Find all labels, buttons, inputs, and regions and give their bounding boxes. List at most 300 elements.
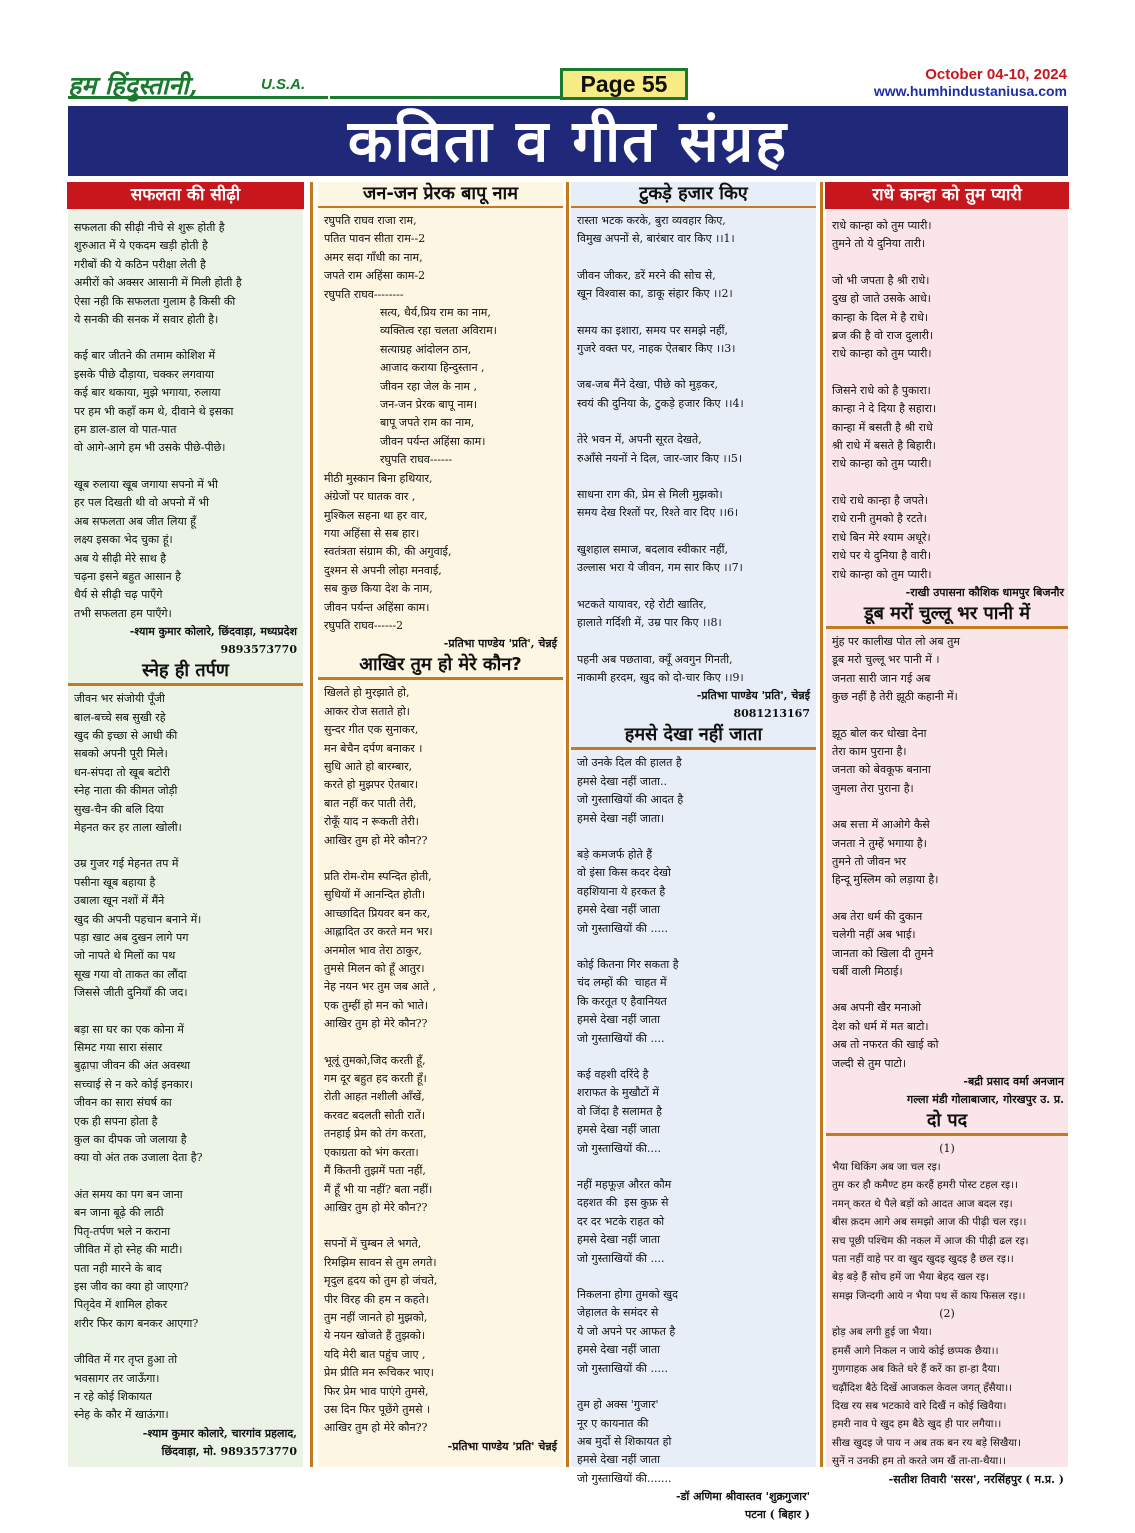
poem-line: जीवन का सारा संघर्ष का: [74, 1096, 172, 1110]
poem-line: कि करतूत ए हैवानियत: [577, 994, 667, 1008]
poem-line: साधना राग की, प्रेम से मिली मुझको।: [577, 488, 723, 502]
column-divider: [820, 182, 823, 1467]
poem-line: चलेगी नहीं अब भाई।: [832, 928, 916, 942]
poem-line: जीवित में गर तृप्त हुआ तो: [74, 1353, 178, 1367]
poem-line: दहशत की इस कुफ्र से: [577, 1196, 669, 1210]
poem-line: जो गुस्ताखियों की.......: [577, 1471, 672, 1485]
stanza-gap: [571, 249, 816, 267]
poem-line: कुल का दीपक जो जलाया है: [74, 1133, 187, 1147]
section-banner: [68, 106, 1068, 176]
poem-line: भूलूं तुमको,जिद करती हूँ,: [324, 1053, 426, 1067]
poem-author: -डॉ अणिमा श्रीवास्तव 'शुक्रगुजार': [675, 1490, 810, 1504]
poem-line: जनता को बेवकूफ बनाना: [832, 763, 931, 777]
poem-line: निकलना होगा तुमको खुद: [577, 1288, 679, 1302]
poem-line: पर हम भी कहाँ कम थे, दीवाने थे इसका: [74, 404, 234, 418]
poem-line: नमन् करत थे पैले बड़ों को आदत आज बदल रइ।: [832, 1197, 1013, 1210]
poem-line: शुरुआत में ये एकदम खड़ी होती है: [74, 239, 208, 253]
poem-line: क्या वो अंत तक उजाला देता है?: [74, 1151, 203, 1165]
poem-line: बीस क़दम आगे अब समझो आज की पीढ़ी चल रइ।।: [832, 1216, 1027, 1229]
poem-line: भैया थिकिंग अब जा चल रइ।: [832, 1161, 941, 1174]
poem-line: बन जाना बूढ़े की लाठी: [74, 1206, 164, 1220]
poem-line: हमसे देखा नहीं जाता: [577, 1013, 660, 1027]
stanza: [68, 1351, 303, 1425]
poem-title: हमसे देखा नहीं जाता: [571, 723, 816, 750]
poem-line: चढ़ौंदिश बैठे दिखें आजकल केवल जगत् हँसैया।।: [832, 1381, 1013, 1394]
poem-line: जिसने राधे को है पुकारा।: [832, 383, 931, 397]
poem-line: कोई कितना गिर सकता है: [577, 957, 679, 971]
column-4: [826, 182, 1068, 1486]
poem-line: गम दूर बहुत हद करती हूँ।: [324, 1072, 427, 1086]
poem-line: झूठ बोल कर धोखा देना: [832, 726, 927, 740]
stanza: [826, 272, 1068, 364]
poem-line: रघुपति राघव--------: [324, 287, 404, 301]
stanza-gap: [571, 304, 816, 322]
stanza: [68, 690, 303, 837]
poem-line: तनहाई प्रेम को तंग करता,: [324, 1127, 427, 1141]
poem-line: हमसे देखा नहीं जाता: [577, 1453, 660, 1467]
poem-line: अब सत्ता में आओगे कैसे: [832, 818, 930, 832]
poem-line: होड़ अब लगी हुई जा भैया।: [832, 1326, 932, 1339]
stanza: [826, 816, 1068, 890]
poem-line: सुन्दर गीत एक सुनाकर,: [324, 723, 419, 737]
poem-line: आखिर तुम हो मेरे कौन??: [324, 1421, 428, 1435]
poem-author: -श्याम कुमार कोलारे, छिंदवाड़ा, मध्यप्रदेश: [129, 625, 297, 639]
stanza-gap: [571, 633, 816, 651]
poem-line: वो आगे-आगे हम भी उसके पीछे-पीछे।: [74, 441, 226, 455]
poem-line: अंग्रेजों पर घातक वार ,: [324, 490, 416, 504]
poem-line: शराफत के मुखौटों में: [577, 1086, 659, 1100]
poem-line: दुख हो जाते उसके आधे।: [832, 292, 931, 306]
poem-line: सूख गया वो ताकत का लौंदा: [74, 967, 187, 981]
poem-line: मन बेचैन दर्पण बनाकर ।: [324, 741, 423, 755]
poem-line: उबाला खून नशों में मैंने: [74, 894, 165, 908]
poem-line: मीठी मुस्कान बिना हथियार,: [324, 471, 433, 485]
poem-line: लक्ष्य इसका भेद चुका हूं।: [74, 533, 173, 547]
page-number: Page 55: [560, 68, 688, 100]
poem-line: आकर रोज सताते हो।: [324, 704, 410, 718]
poem-title: सफलता की सीढ़ी: [67, 182, 304, 209]
stanza: [826, 1323, 1068, 1470]
poem-line: सुधि आते हो बारम्बार,: [324, 759, 413, 773]
poem-line: रघुपति राघव राजा राम,: [324, 214, 417, 227]
poem-author: -प्रतिभा पाण्डेय 'प्रति', चेन्नई: [696, 689, 810, 703]
poem-line: तुमसे मिलन को हूँ आतुर।: [324, 962, 425, 976]
poem-line: प्रति रोम-रोम स्पन्दित होती,: [324, 870, 432, 883]
poem-author: -बद्री प्रसाद वर्मा अनजान: [963, 1075, 1064, 1089]
poem-line: फिर प्रेम भाव पाएंगे तुमसे,: [324, 1384, 429, 1398]
couplet: [571, 486, 816, 523]
poem-line: स्नेह के कौर में खाऊंगा।: [74, 1408, 169, 1422]
poem-line: बेड़ बड़े हैं सोच हमें जा भैया बेहद खल रइ।: [832, 1271, 990, 1284]
poem-line: जीवन पर्यन्त अहिंसा काम।: [324, 600, 430, 614]
poem-line: गया अहिंसा से सब हार।: [324, 526, 420, 540]
stanza: [318, 304, 563, 470]
poem-line: जो नापते थे मिलों का पथ: [74, 949, 176, 963]
poem-line: नाकामी हरदम, खुद को दो-चार किए ।।9।: [577, 670, 744, 684]
poem-author: -प्रतिभा पाण्डेय 'प्रति', चेन्नई: [443, 637, 557, 651]
masthead-brand: [68, 68, 328, 99]
stanza-gap: [571, 413, 816, 431]
poem-title: दो पद: [826, 1109, 1068, 1136]
poem-line: कई वहशी दरिंदे है: [577, 1068, 649, 1081]
poem-line: जब-जब मैंने देखा, पीछे को मुड़कर,: [577, 378, 718, 392]
column-3: [571, 182, 816, 1522]
stanza-gap: [571, 578, 816, 596]
stanza-gap: [571, 358, 816, 376]
poem-author: -श्याम कुमार कोलारे, चारगांव प्रहलाद,: [142, 1426, 297, 1440]
stanza: [826, 633, 1068, 707]
website-link[interactable]: www.humhindustaniusa.com: [873, 83, 1067, 99]
stanza: [318, 868, 563, 1034]
poem-line: जनता ने तुम्हें भगाया है।: [832, 836, 927, 850]
stanza: [826, 999, 1068, 1073]
poem-line: सफलता की सीढ़ी नीचे से शुरू होती है: [74, 221, 225, 234]
poem-line: धन-संपदा तो खूब बटोरी: [74, 765, 170, 779]
poem-line: बड़ा सा घर का एक कोना में: [74, 1022, 184, 1036]
poem-line: अंत समय का पग बन जाना: [74, 1187, 183, 1201]
poem-line: कान्हा के दिल मे है राधे।: [832, 310, 929, 324]
poem-title: राधे कान्हा को तुम प्यारी: [825, 182, 1069, 209]
issue-date: October 04-10, 2024: [925, 66, 1067, 83]
poem-line: रघुपति राघव------: [380, 453, 453, 467]
poem-line: हमसे देखा नहीं जाता: [577, 1123, 660, 1137]
poem-line: खुद की अपनी पहचान बनाने में।: [74, 912, 202, 926]
poem-line: मैं कितनी तुझमें पता नहीं,: [324, 1164, 426, 1178]
poem-line: पहनी अब पछतावा, क्यूँ अवगुन गिनती,: [577, 652, 733, 666]
poem-line: स्वयं की दुनिया के, टुकड़े हजार किए ।।4।: [577, 396, 744, 410]
poem-line: बापू जपते राम का नाम,: [380, 416, 475, 430]
poem-line: जल्दी से तुम पाटो।: [832, 1056, 907, 1070]
poem-line: उम्र गुजर गई मेहनत तप में: [74, 857, 179, 871]
poem-line: सिमट गया सारा संसार: [74, 1041, 163, 1055]
poem-line: पड़ा खाट अब दुखन लागे पग: [74, 931, 189, 944]
stanza: [826, 382, 1068, 474]
poem-line: मैं हूँ भी या नहीं? बता नहीं।: [324, 1182, 433, 1196]
poem-line: जानता को खिला दी तुमने: [832, 946, 934, 960]
poem-line: खून विश्वास का, डाकू संहार किए ।।2।: [577, 287, 733, 301]
poem-line: गुणगाहक अब किते धरे हैं करें का हा-हा दैया।: [832, 1363, 1000, 1376]
poem-line: खिलते हो मुरझाते हो,: [324, 686, 410, 700]
poem-title: स्नेह ही तर्पण: [68, 659, 303, 686]
poem-line: सपनों में चुम्बन ले भगते,: [324, 1237, 422, 1251]
poem-line: जुमला तेरा पुराना है।: [832, 781, 914, 795]
verse-number: (1): [939, 1142, 955, 1156]
column-2: [318, 182, 563, 1467]
poem-line: जीवन रहा जेल के नाम ,: [380, 379, 477, 393]
poem-line: व्यक्तित्व रहा चलता अविराम।: [380, 324, 497, 338]
poem-line: रुआँसे नयनों ने दिल, जार-जार किए ।।5।: [577, 451, 743, 465]
poem-line: जो भी जपता है श्री राधे।: [832, 273, 930, 287]
poem-line: कान्हा ने दे दिया है सहारा।: [832, 402, 937, 416]
poem-line: हमसे देखा नहीं जाता।: [577, 811, 665, 825]
poem-line: राधे पर ये दुनिया है वारी।: [832, 549, 932, 563]
stanza: [826, 1158, 1068, 1305]
stanza: [826, 217, 1068, 254]
poem-line: करवट बदलती सोती रातें।: [324, 1108, 425, 1122]
poem-line: अब तो नफरत की खाई को: [832, 1038, 939, 1052]
poem-line: खुशहाल समाज, बदलाव स्वीकार नहीं,: [577, 542, 729, 556]
poem-line: जनता सारी जान गई अब: [832, 671, 931, 685]
poem-line: भटकते यायावर, रहे रोटी खातिर,: [577, 597, 707, 611]
stanza: [571, 846, 816, 938]
poem-line: समझ जिन्दगी आये न भैया पथ सें काय फिसल रइ।।: [832, 1289, 1026, 1302]
poem-line: सुधियों में आनन्दित होती।: [324, 888, 426, 902]
stanza: [318, 684, 563, 850]
poem-line: तेरे भवन में, अपनी सूरत देखते,: [577, 433, 702, 447]
poem-author: -राखी उपासना कौशिक धामपुर बिजनौर: [905, 585, 1064, 599]
poem-line: सच्चाई से न करे कोई इनकार।: [74, 1077, 193, 1091]
poem-line: चढ़ना इसने बहुत आसान है: [74, 569, 181, 583]
poem-line: सबको अपनी पूरी मिले।: [74, 747, 168, 761]
couplet: [571, 376, 816, 413]
poem-line: मेहनत कर हर ताला खोली।: [74, 820, 182, 834]
stanza: [318, 470, 563, 636]
poem-line: दिख रय सब भटकावे वारे दिखैं न कोई खिवैया।: [832, 1399, 1007, 1412]
poem-line: पता नही मारने के बाद: [74, 1261, 162, 1275]
poem-line: जीवन भर संजोयी पूँजी: [74, 692, 165, 706]
stanza: [68, 855, 303, 1002]
poem-line: उल्लास भरा ये जीवन, गम सार किए ।।7।: [577, 561, 743, 575]
poem-line: प्रेम प्रीति मन रूचिकर भाए।: [324, 1366, 434, 1380]
poem-line: राधे कान्हा को तुम प्यारी।: [832, 457, 932, 471]
poem-line: हम डाल-डाल वो पात-पात: [74, 423, 177, 437]
poem-line: राधे कान्हा को तुम प्यारी।: [832, 347, 932, 361]
poem-line: सत्याग्रह आंदोलन ठान,: [380, 342, 472, 356]
poem-line: दर दर भटके राहत को: [577, 1214, 665, 1228]
stanza: [68, 476, 303, 623]
poem-line: राधे राधे कान्हा है जपते।: [832, 493, 929, 507]
poem-line: उस दिन फिर पूछेंगे तुमसे ।: [324, 1402, 431, 1416]
stanza: [826, 725, 1068, 799]
poem-line: पीर विरह की हम न कहते।: [324, 1292, 429, 1306]
poem-line: श्री राधे में बसते है बिहारी।: [832, 439, 936, 453]
stanza: [571, 956, 816, 1048]
poem-line: डूब मरो चुल्लू भर पानी में ।: [832, 653, 940, 667]
poem-line: गरीबों की ये कठिन परीक्षा लेती है: [74, 257, 206, 271]
poem-line: हमसे देखा नहीं जाता: [577, 1233, 660, 1247]
poem-line: मुंह पर कालीख पोत लो अब तुम: [832, 634, 960, 648]
poem-line: राधे रानी तुमको है रटते।: [832, 512, 927, 526]
poem-line: ये जो अपने पर आफत है: [577, 1324, 676, 1338]
poem-line: अब ये सीढ़ी मेरे साथ है: [74, 551, 167, 565]
poem-line: हमसे देखा नहीं जाता..: [577, 774, 667, 788]
poem-line: जेहालत के समंदर से: [577, 1306, 659, 1320]
poem-line: रिमझिम सावन से तुम लगते।: [324, 1255, 437, 1269]
poem-line: कुछ नहीं है तेरी झूठी कहानी में।: [832, 690, 958, 704]
couplet-list: [571, 212, 816, 687]
poem-line: अनमोल भाव तेरा ठाकुर,: [324, 943, 422, 957]
poem-line: हर पल दिखती थी वो अपनो में भी: [74, 496, 209, 510]
stanza: [318, 1052, 563, 1218]
poem-line: नेह नयन भर तुम जब आते ,: [324, 980, 437, 994]
poem-line: स्नेह नाता की कीमत जोड़ी: [74, 784, 178, 798]
poem-line: इसके पीछे दौड़ाया, चक्कर लगवाया: [74, 367, 215, 381]
poem-line: हमसैं आगे निकल न जाये कोई छप्पक छैया।।: [832, 1344, 999, 1357]
column-divider: [310, 182, 313, 1467]
poem-line: सच पूछी पश्चिम की नकल में आज की पीढ़ी ढल रइ।: [832, 1234, 1029, 1247]
poem-line: चर्बी वाली मिठाई।: [832, 965, 903, 978]
poem-line: खुद की इच्छा से आधी की: [74, 728, 178, 742]
poem-line: राधे बिन मेरे श्याम अधूरे।: [832, 530, 931, 544]
poem-line: पितृदेव में शामिल होकर: [74, 1298, 168, 1312]
poem-author-place: पटना ( बिहार ): [745, 1508, 810, 1522]
poem-line: समय देख रिश्तों पर, रिश्ते वार दिए ।।6।: [577, 506, 739, 520]
stanza: [571, 1396, 816, 1488]
poem-line: इस जीव का क्या हो जाएगा?: [74, 1279, 189, 1293]
poem-line: सीख खुदइ जे पाय न अब तक बन रय बड़े सिखैया।: [832, 1436, 1021, 1449]
stanza: [68, 347, 303, 457]
poem-line: अमर सदा गाँधी का नाम,: [324, 250, 423, 264]
poem-line: दुश्मन से अपनी लोहा मनवाई,: [324, 563, 442, 577]
verse-number: (2): [939, 1307, 955, 1321]
poem-line: यदि मेरी बात पहुंच जाए ,: [324, 1347, 426, 1361]
poem-line: जीवन जीकर, डरें मरने की सोच से,: [577, 268, 716, 282]
poem-line: वो जिंदा है सलामत है: [577, 1104, 662, 1118]
poem-line: देश को धर्म में मत बाटो।: [832, 1019, 929, 1033]
poem-line: बड़े कमजर्फ होते हैं: [577, 847, 653, 861]
poem-line: राधे कान्हा को तुम प्यारी।: [832, 219, 932, 232]
poem-line: करते हो मुझपर ऐतबार।: [324, 778, 419, 792]
poem-line: गुजरे वक्त पर, नाहक ऐतबार किए ।।3।: [577, 342, 736, 356]
stanza: [68, 1186, 303, 1333]
column-1: [68, 182, 303, 1467]
poem-line: तुम हो अक्स 'गुजार': [577, 1398, 659, 1412]
poem-line: एकाग्रता को भंग करता।: [324, 1145, 419, 1159]
poem-line: विमुख अपनों से, बारंबार वार किए ।।1।: [577, 232, 735, 246]
poem-line: आह्लादित उर करते मन भर।: [324, 925, 433, 939]
poem-line: मृदुल हृदय को तुम हो जंचते,: [324, 1274, 438, 1288]
stanza: [826, 908, 1068, 982]
couplet: [571, 431, 816, 468]
poem-line: तुम नहीं जानते हो मुझको,: [324, 1310, 428, 1324]
couplet: [571, 212, 816, 249]
poem-line: अब सफलता अब जीत लिया हूँ: [74, 514, 197, 528]
poem-line: हमरी नाव पे खुद हम बैठे खुद ही पार लगैया।।: [832, 1418, 1002, 1431]
poem-author: -सतीश तिवारी 'सरस', नरसिंहपुर ( म.प्र. ): [888, 1472, 1064, 1486]
poem-line: खूब रुलाया खूब जगाया सपनो में भी: [74, 477, 218, 491]
poem-line: हमसे देखा नहीं जाता: [577, 1343, 660, 1357]
poem-line: पसीना खूब बहाया है: [74, 875, 156, 889]
poem-line: एक तुम्हीं हो मन को भाते।: [324, 998, 428, 1012]
poem-line: जो गुस्ताखियों की .....: [577, 1361, 668, 1375]
poem-line: एक ही सपना होता है: [74, 1114, 158, 1128]
poem-line: समय का इशारा, समय पर समझे नहीं,: [577, 323, 729, 337]
stanza: [318, 1235, 563, 1437]
poem-line: अब तेरा धर्म की दुकान: [832, 909, 923, 923]
stanza: [826, 492, 1068, 584]
poem-line: जो गुस्ताखियों की....: [577, 1141, 661, 1155]
poem-line: आखिर तुम हो मेरे कौन??: [324, 833, 428, 847]
poem-line: सब कुछ किया देश के नाम,: [324, 582, 433, 596]
brand-name: हम हिंदुस्तानी,: [68, 71, 198, 100]
poem-line: बाल-बच्चे सब सुखी रहे: [74, 710, 166, 724]
stanza: [571, 754, 816, 828]
poem-line: बुढ़ापा जीवन की अंत अवस्था: [74, 1059, 191, 1073]
poem-line: बात नहीं कर पाती तेरी,: [324, 796, 417, 810]
poem-line: मुश्किल सहना था हर वार,: [324, 508, 428, 522]
poem-line: जपते राम अहिंसा काम-2: [324, 269, 426, 283]
poem-line: ऐसा नही कि सफलता गुलाम है किसी की: [74, 294, 236, 308]
poem-line: तेरा काम पुराना है।: [832, 744, 907, 758]
poem-title: टुकड़े हजार किए: [571, 182, 816, 208]
poem-line: अमीरों को अक्सर आसानी में मिली होती है: [74, 276, 242, 290]
poem-line: अब अपनी खैर मनाओ: [832, 1001, 922, 1015]
poem-line: ये नयन खोजते हैं तुझको।: [324, 1329, 426, 1343]
poem-line: नूर ए कायनात की: [577, 1416, 649, 1430]
poem-line: अब मुर्दो से शिकायत हो: [577, 1434, 672, 1448]
stanza: [68, 219, 303, 329]
couplet: [571, 651, 816, 688]
poem-line: पता नहीं वाहे पर वा खुद खुदइ खुदइ है छल रइ।।: [832, 1253, 1014, 1266]
poem-line: जो गुस्ताखियों की ....: [577, 1031, 665, 1045]
poem-line: तुमने तो ये दुनिया तारी।: [832, 237, 926, 251]
poem-line: राधे कान्हा को तुम प्यारी।: [832, 567, 932, 581]
poem-line: जीवन पर्यन्त अहिंसा काम।: [380, 434, 486, 448]
poem-line: हालाते गर्दिशी में, उम्र पार किए ।।8।: [577, 616, 722, 630]
poem-line: जो उनके दिल की हालत है: [577, 756, 682, 770]
poem-line: हमसे देखा नहीं जाता: [577, 903, 660, 917]
couplet: [571, 322, 816, 359]
stanza: [571, 1176, 816, 1268]
poem-line: जो गुस्ताखियों की ....: [577, 1251, 665, 1265]
stanza-gap: [571, 468, 816, 486]
poem-line: नहीं महफूज़ औरत कौम: [577, 1178, 672, 1192]
poem-line: आजाद कराया हिन्दुस्तान ,: [380, 361, 485, 375]
brand-suffix: U.S.A.: [261, 76, 306, 93]
poem-title: डूब मरों चुल्लू भर पानी में: [826, 602, 1068, 629]
poem-line: रघुपति राघव------2: [324, 618, 404, 632]
poem-author: -प्रतिभा पाण्डेय 'प्रति' चेन्नई: [447, 1439, 557, 1453]
stanza: [68, 1021, 303, 1168]
poem-line: जो गुस्ताखियों की .....: [577, 921, 668, 935]
poem-line: वो इंसा किस कदर देखो: [577, 866, 671, 880]
poem-author-place: गल्ला मंडी गोलाबाजार, गोरखपुर उ. प्र.: [907, 1093, 1064, 1107]
poem-line: जिससे जीती दुनियाँ की जद।: [74, 986, 188, 1000]
poem-line: जीवित में हो स्नेह की माटी।: [74, 1243, 183, 1257]
poem-line: आच्छादित प्रियवर बन कर,: [324, 906, 431, 920]
poem-line: कान्हा में बसती है श्री राधे: [832, 420, 933, 434]
author-phone: 9893573770: [220, 643, 297, 657]
stanza: [571, 1066, 816, 1158]
poem-line: भवसागर तर जाऊँगा।: [74, 1371, 160, 1385]
poem-line: कई बार थकाया, मुझे भगाया, रुलाया: [74, 386, 221, 400]
header-rule: [330, 96, 560, 99]
couplet: [571, 267, 816, 304]
poem-line: जो गुस्ताखियों की आदत है: [577, 793, 684, 807]
poem-title: आखिर तुम हो मेरे कौन?: [318, 653, 563, 680]
poem-line: पतित पावन सीता राम--2: [324, 232, 426, 246]
poem-line: तुमने तो जीवन भर: [832, 854, 907, 868]
poem-line: ब्रज की है वो राज दुलारी।: [832, 329, 934, 343]
poem-line: रोकूँ याद न रूकती तेरी।: [324, 815, 419, 829]
couplet: [571, 541, 816, 578]
poem-line: हिन्दू मुस्लिम को लड़ाया है।: [832, 873, 939, 887]
poem-line: वहशियाना ये हरकत है: [577, 884, 666, 898]
poem-line: सुख-चैन की बलि दिया: [74, 802, 164, 816]
stanza-gap: [571, 523, 816, 541]
banner-title: कविता व गीत संग्रह: [347, 107, 789, 175]
poem-line: चंद लम्हों की चाहत में: [577, 976, 667, 990]
poem-line: स्वतंत्रता संग्राम की, की अगुवाई,: [324, 545, 452, 559]
poem-line: धैर्य से सीढ़ी चढ़ पाएँगे: [74, 588, 163, 602]
poem-line: तुम कर हौ कमैण्ट हम करहैं हमरी पोस्ट टहल रइ।।: [832, 1179, 1018, 1192]
poem-title: जन-जन प्रेरक बापू नाम: [318, 182, 563, 208]
poem-line: पितृ-तर्पण भले न कराना: [74, 1224, 171, 1238]
poem-line: न रहे कोई शिकायत: [74, 1389, 152, 1403]
poem-line: आखिर तुम हो मेरे कौन??: [324, 1017, 428, 1031]
column-divider: [566, 182, 569, 1467]
poem-line: सुनें न उनकी हम तो करते जम खैं ता-ता-थैया।।: [832, 1455, 1006, 1468]
